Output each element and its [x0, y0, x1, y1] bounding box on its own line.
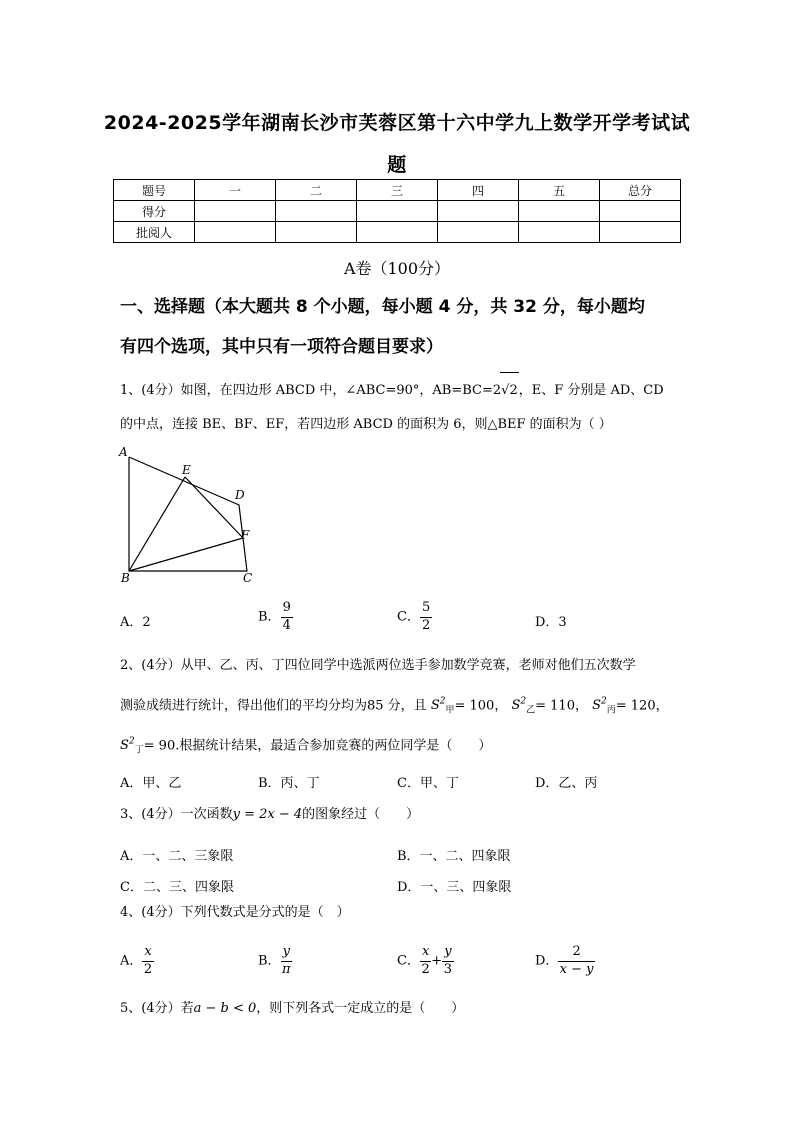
score-header-cell: 四 — [438, 180, 519, 201]
fig-label-e: E — [182, 463, 191, 477]
score-table-row — [114, 201, 681, 222]
q2-line2: 测验成绩进行统计，得出他们的平均分均为85 分，且 $S^2_甲= 100$， $S^2_乙= 110$， $S^2_丙= 120$， — [120, 697, 669, 716]
score-cell[interactable] — [519, 222, 600, 243]
q3-suffix: 的图象经过（ ） — [302, 807, 420, 822]
score-table-row — [114, 222, 681, 243]
variance-value: = 110 — [535, 698, 575, 714]
q1-line2: 的中点，连接 BE、BF、EF，若四边形 ABCD 的面积为 6，则△BEF 的面积为（ ） — [120, 417, 612, 432]
q2-line3-text: .根据统计结果，最适合参加竞赛的两位同学是（ ） — [175, 738, 492, 754]
numerator: 5 — [420, 600, 432, 618]
variance-s-yi — [511, 697, 536, 716]
denominator: 2 — [421, 962, 430, 977]
fraction — [558, 944, 594, 978]
score-cell[interactable] — [438, 201, 519, 222]
q1-line1 — [120, 372, 680, 409]
numerator: y — [281, 944, 292, 962]
q2-option-b[interactable]: B．丙、丁 — [258, 776, 320, 791]
superscript: 2 — [601, 697, 607, 707]
subscript: 丁 — [134, 745, 144, 756]
q1-option-b-label: B． — [258, 609, 281, 625]
numerator: x — [420, 944, 431, 962]
q2-line2-text: 测验成绩进行统计，得出他们的平均分均为85 分，且 — [120, 698, 427, 714]
denominator: 4 — [282, 618, 291, 633]
q2-option-d[interactable]: D．乙、丙 — [535, 776, 598, 791]
q3-option-a[interactable]: A．一、二、三象限 — [120, 849, 234, 864]
fraction — [420, 600, 432, 634]
q2-option-c[interactable]: C．甲、丁 — [397, 776, 459, 791]
score-row-label: 批阅人 — [114, 222, 195, 243]
q1-quadrilateral-figure — [115, 443, 265, 588]
score-cell[interactable] — [276, 201, 357, 222]
score-header-cell: 题号 — [114, 180, 195, 201]
score-row-label: 得分 — [114, 201, 195, 222]
sqrt-symbol: √2 — [500, 372, 519, 409]
numerator: y — [442, 944, 453, 962]
variance-s-jia — [430, 697, 455, 716]
q3-formula: y = 2x − 4 — [232, 807, 303, 822]
q4-option-c-label: C． — [397, 953, 420, 969]
fig-label-b: B — [121, 571, 130, 585]
section-a-heading: A卷（100分） — [343, 259, 451, 278]
fig-label-a: A — [119, 445, 128, 459]
score-cell[interactable] — [519, 201, 600, 222]
score-cell[interactable] — [195, 222, 276, 243]
q1-option-c[interactable] — [397, 600, 432, 634]
q1-sqrt-value: 2 — [509, 383, 518, 398]
q4-option-b[interactable] — [258, 944, 292, 978]
q5-stem — [120, 991, 680, 1027]
score-header-cell: 总分 — [600, 180, 681, 201]
q3-option-c[interactable]: C．二、三、四象限 — [120, 880, 234, 895]
denominator: 3 — [443, 962, 453, 977]
variance-value: = 90 — [143, 738, 176, 754]
subscript: 乙 — [526, 705, 536, 716]
score-cell[interactable] — [600, 201, 681, 222]
q3-option-d[interactable]: D．一、三、四象限 — [397, 880, 512, 895]
fraction — [420, 944, 431, 978]
plus-sign: + — [431, 953, 443, 969]
q1-option-c-label: C． — [397, 609, 420, 625]
superscript: 2 — [520, 697, 527, 707]
score-header-cell: 二 — [276, 180, 357, 201]
q3-stem — [120, 797, 680, 833]
score-cell[interactable] — [276, 222, 357, 243]
q1-option-a[interactable]: A．2 — [120, 615, 151, 630]
score-table — [113, 179, 681, 243]
numerator: 9 — [281, 600, 293, 618]
variance-s-ding — [120, 737, 144, 756]
denominator: π — [281, 962, 291, 977]
q4-stem: 4、(4分）下列代数式是分式的是（ ） — [120, 905, 350, 920]
fraction — [442, 944, 453, 978]
q2-option-a[interactable]: A．甲、乙 — [120, 776, 182, 791]
denominator: x − y — [559, 962, 594, 977]
q2-line3 — [120, 724, 680, 769]
superscript: 2 — [128, 737, 135, 747]
q1-option-d[interactable]: D．3 — [535, 615, 567, 630]
q3-option-b[interactable]: B．一、二、四象限 — [397, 849, 511, 864]
part1-heading-line1: 一、选择题（本大题共 8 个小题，每小题 4 分，共 32 分，每小题均 — [120, 297, 645, 317]
variance-value: = 100 — [454, 698, 495, 714]
fig-label-f: F — [241, 528, 250, 542]
q1-option-b[interactable] — [258, 600, 293, 634]
score-table-header-row — [114, 180, 681, 201]
q5-prefix: 5、(4分）若 — [120, 1001, 194, 1016]
fraction — [281, 600, 293, 634]
q4-option-c[interactable] — [397, 944, 454, 978]
subscript: 丙 — [606, 705, 616, 716]
q3-prefix: 3、(4分）一次函数 — [120, 807, 233, 822]
fraction — [142, 944, 153, 978]
denominator: 2 — [143, 962, 153, 977]
score-header-cell: 五 — [519, 180, 600, 201]
s-letter: S — [511, 698, 521, 714]
score-cell[interactable] — [357, 222, 438, 243]
q1-text-b: ，E、F 分别是 AD、CD — [518, 383, 664, 398]
variance-s-bing — [592, 697, 616, 716]
score-cell[interactable] — [438, 222, 519, 243]
fig-segment-ef — [185, 477, 243, 538]
fig-label-d: D — [235, 488, 245, 502]
score-cell[interactable] — [600, 222, 681, 243]
q4-option-a-label: A． — [120, 953, 143, 969]
q4-option-b-label: B． — [258, 953, 281, 969]
score-cell[interactable] — [195, 201, 276, 222]
score-cell[interactable] — [357, 201, 438, 222]
superscript: 2 — [439, 697, 446, 707]
s-letter: S — [120, 738, 129, 754]
fraction — [281, 944, 292, 978]
denominator: 2 — [421, 618, 431, 633]
fig-label-c: C — [243, 571, 253, 585]
s-letter: S — [430, 698, 440, 714]
q4-option-d-label: D． — [535, 953, 559, 969]
subscript: 甲 — [445, 705, 455, 716]
exam-title-line2: 题 — [387, 154, 407, 176]
q5-formula: a − b < 0 — [193, 1001, 257, 1016]
s-letter: S — [592, 698, 602, 714]
numerator: 2 — [558, 944, 594, 962]
score-header-cell: 一 — [195, 180, 276, 201]
exam-title-line1: 2024-2025学年湖南长沙市芙蓉区第十六中学九上数学开学考试试 — [103, 112, 691, 134]
score-header-cell: 三 — [357, 180, 438, 201]
variance-value: = 120 — [615, 698, 656, 714]
q5-suffix: ，则下列各式一定成立的是（ ） — [256, 1001, 465, 1016]
q2-line1: 2、(4分）从甲、乙、丙、丁四位同学中选派两位选手参加数学竞赛，老师对他们五次数学 — [120, 658, 636, 673]
q1-text-a: 1、(4分）如图，在四边形 ABCD 中，∠ABC=90°，AB=BC=2 — [120, 383, 502, 398]
q4-option-a[interactable] — [120, 944, 154, 978]
numerator: x — [142, 944, 153, 962]
q4-option-d[interactable] — [535, 944, 595, 978]
part1-heading-line2: 有四个选项，其中只有一项符合题目要求） — [120, 337, 443, 357]
